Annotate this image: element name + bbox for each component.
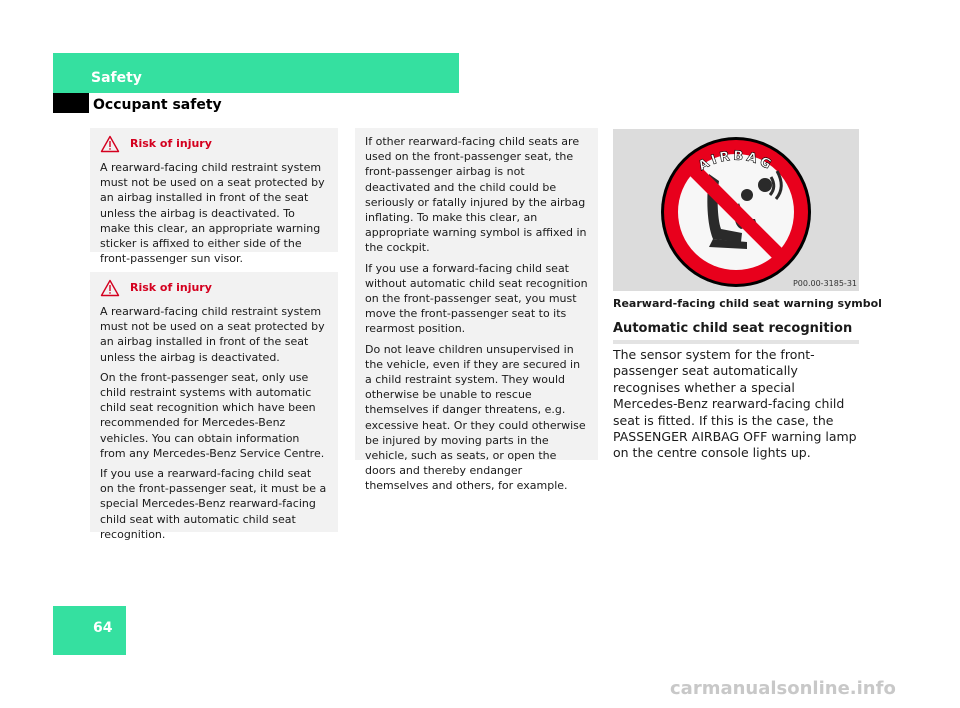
body-paragraph: If you use a forward-facing child seat without automatic child seat recognition on the front-passenger seat, you must move the front-passenger seat to its rearmost position. <box>365 261 588 336</box>
warning-triangle-icon <box>100 135 120 153</box>
warning-box-1 <box>90 128 338 266</box>
watermark: carmanualsonline.info <box>670 678 896 699</box>
warning-continuation-box <box>355 128 598 493</box>
section-heading: Automatic child seat recognition <box>613 321 853 336</box>
section-body-text: The sensor system for the front-passenger seat automatically recognises whether a special Mercedes-Benz rearward-facing child seat is fitted. If this is the case, the PASSENGER AIRBAG OFF warning lamp on the centre console lights up. <box>613 347 857 461</box>
warning-paragraph: If you use a rearward-facing child seat on the front-passenger seat, it must be a special Mercedes-Benz rearward-facing child seat with automatic child seat recognition. <box>100 467 327 541</box>
subsection-title: Occupant safety <box>93 97 222 113</box>
body-paragraph: If other rearward-facing child seats are used on the front-passenger seat, the front-passenger airbag is not deactivated and the child could be seriously or fatally injured by the airbag inflating. To make this clear, an appropriate warning symbol is affixed in the cockpit. <box>365 135 587 255</box>
section-tab-marker <box>53 93 89 113</box>
figure-code: P00.00-3185-31 <box>792 279 857 288</box>
page-number-box <box>53 606 126 655</box>
page-number: 64 <box>93 620 113 636</box>
no-rearward-child-seat-sign-icon <box>613 129 859 291</box>
warning-box-2 <box>90 272 338 541</box>
warning-text: A rearward-facing child restraint system must not be used on a seat protected by an airbag installed in front of the seat unless the airbag is deactivated. To make this clear, an appropriate warning sticker is affixed to either side of the front-passenger sun visor. <box>100 161 325 266</box>
warning-title: Risk of injury <box>130 137 212 151</box>
warning-title: Risk of injury <box>130 281 212 295</box>
figure-caption: Rearward-facing child seat warning symbol <box>613 297 882 310</box>
airbag-warning-figure <box>613 129 859 291</box>
sign-text: AIRBAG <box>695 148 777 175</box>
warning-paragraph: On the front-passenger seat, only use child restraint systems with automatic child seat recognition which have been recommended for Mercedes-Benz vehicles. You can obtain information from any Mercedes-Benz Service Centre. <box>100 370 325 460</box>
body-paragraph: Do not leave children unsupervised in the vehicle, even if they are secured in a child restraint system. They would otherwise be unable to rescue themselves if danger threatens, e.g. excessive heat. Or they could otherwise be injured by moving parts in the vehicle, such as seats, or open the doors and thereby endanger themselves and others, for example. <box>365 342 586 493</box>
section-title: Safety <box>91 70 142 86</box>
heading-rule <box>613 340 859 344</box>
warning-triangle-icon <box>100 279 120 297</box>
warning-paragraph: A rearward-facing child restraint system must not be used on a seat protected by an airbag installed in front of the seat unless the airbag is deactivated. <box>100 305 325 364</box>
warning-header <box>100 134 328 154</box>
warning-header <box>100 278 328 298</box>
